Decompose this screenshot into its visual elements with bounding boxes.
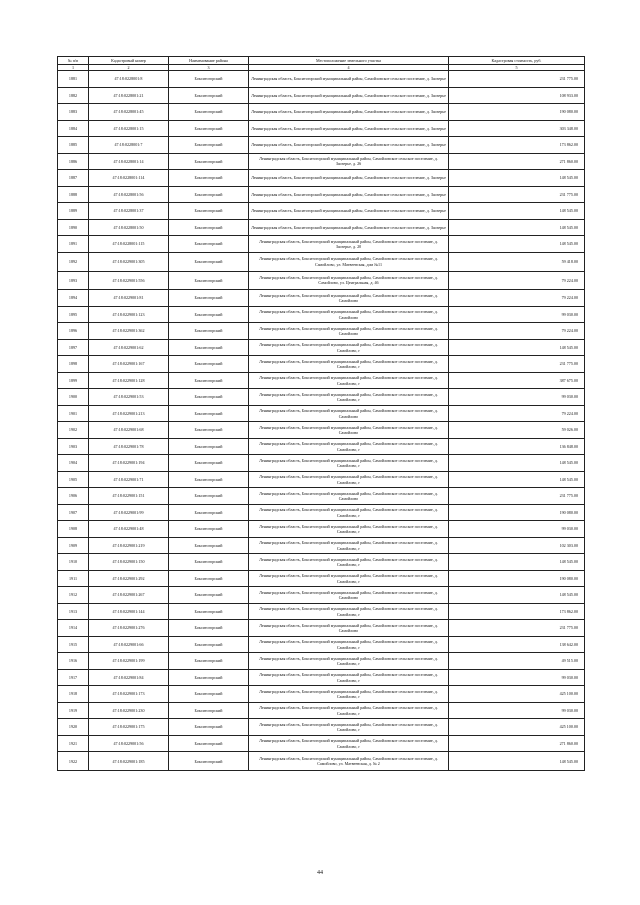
cadastral-number-cell: 47:18:0228001:50 — [89, 219, 169, 236]
table-row — [58, 405, 585, 422]
district-name-cell: Бокситогорский — [169, 219, 249, 236]
row-number-cell: 1906 — [58, 488, 89, 505]
row-number-cell: 1904 — [58, 455, 89, 472]
cadastral-value-cell: 79 224.00 — [449, 271, 585, 290]
location-cell: Ленинградская область, Бокситогорский муниципальный район, Самойловское сельское поселение, д. Самойлово, г — [249, 719, 449, 736]
district-name-cell: Бокситогорский — [169, 290, 249, 307]
row-number-cell: 1889 — [58, 203, 89, 220]
column-number: 1 — [58, 65, 89, 71]
cadastral-number-cell: 47:18:0229001:151 — [89, 488, 169, 505]
location-cell: Ленинградская область, Бокситогорский муниципальный район, Самойловское сельское поселение, д. Самойлово — [249, 323, 449, 340]
header-cadastral-value: Кадастровая стоимость, руб. — [449, 57, 585, 65]
location-cell: Ленинградская область, Бокситогорский муниципальный район, Самойловское сельское поселение, д. Самойлово, г — [249, 537, 449, 554]
table-row — [58, 735, 585, 752]
cadastral-value-cell: 148 545.00 — [449, 236, 585, 253]
cadastral-value-cell: 231 775.00 — [449, 356, 585, 373]
district-name-cell: Бокситогорский — [169, 339, 249, 356]
location-cell: Ленинградская область, Бокситогорский муниципальный район, Самойловское сельское поселение, д. Заозерье — [249, 120, 449, 137]
row-number-cell: 1907 — [58, 504, 89, 521]
table-row — [58, 521, 585, 538]
table-row — [58, 170, 585, 187]
cadastral-value-cell: 231 775.00 — [449, 186, 585, 203]
location-cell: Ленинградская область, Бокситогорский муниципальный район, Самойловское сельское поселение, д. Самойлово, г — [249, 735, 449, 752]
cadastral-number-cell: 47:18:0228001:21 — [89, 87, 169, 104]
cadastral-number-cell: 47:18:0229001:78 — [89, 438, 169, 455]
cadastral-number-cell: 47:18:0229001:48 — [89, 521, 169, 538]
district-name-cell: Бокситогорский — [169, 554, 249, 571]
row-number-cell: 1891 — [58, 236, 89, 253]
location-cell: Ленинградская область, Бокситогорский муниципальный район, Самойловское сельское поселение, д. Самойлово — [249, 290, 449, 307]
location-cell: Ленинградская область, Бокситогорский муниципальный район, Самойловское сельское поселение, д. Самойлово, г — [249, 339, 449, 356]
cadastral-number-cell: 47:18:0229001:62 — [89, 339, 169, 356]
district-name-cell: Бокситогорский — [169, 603, 249, 620]
location-cell: Ленинградская область, Бокситогорский муниципальный район, Самойловское сельское поселение, д. Самойлово, г — [249, 570, 449, 587]
cadastral-value-cell: 102 303.00 — [449, 537, 585, 554]
land-cadastral-table-sheet — [57, 56, 584, 771]
cadastral-number-cell: 47:18:0229001:99 — [89, 504, 169, 521]
row-number-cell: 1882 — [58, 87, 89, 104]
location-cell: Ленинградская область, Бокситогорский муниципальный район, Самойловское сельское поселение, д. Самойлово, г — [249, 356, 449, 373]
row-number-cell: 1908 — [58, 521, 89, 538]
location-cell: Ленинградская область, Бокситогорский муниципальный район, Самойловское сельское поселение, д. Самойлово, ул. Матвеевская, дом №11 — [249, 252, 449, 271]
location-cell: Ленинградская область, Бокситогорский муниципальный район, Самойловское сельское поселение, д. Самойлово, ул. Матвеевская, д. № 2 — [249, 752, 449, 771]
district-name-cell: Бокситогорский — [169, 203, 249, 220]
cadastral-value-cell: 173 862.00 — [449, 603, 585, 620]
cadastral-number-cell: 47:18:0229001:267 — [89, 587, 169, 604]
cadastral-number-cell: 47:18:0228001:8 — [89, 71, 169, 88]
location-cell: Ленинградская область, Бокситогорский муниципальный район, Самойловское сельское поселение, д. Самойлово — [249, 306, 449, 323]
cadastral-value-cell: 231 775.00 — [449, 620, 585, 637]
table-row — [58, 339, 585, 356]
cadastral-value-cell: 59 418.00 — [449, 252, 585, 271]
table-row — [58, 290, 585, 307]
cadastral-number-cell: 47:18:0229001:185 — [89, 752, 169, 771]
row-number-cell: 1905 — [58, 471, 89, 488]
row-number-cell: 1886 — [58, 153, 89, 170]
table-row — [58, 104, 585, 121]
row-number-cell: 1892 — [58, 252, 89, 271]
cadastral-number-cell: 47:18:0228001:37 — [89, 203, 169, 220]
location-cell: Ленинградская область, Бокситогорский муниципальный район, Самойловское сельское поселение, д. Самойлово, г — [249, 653, 449, 670]
row-number-cell: 1888 — [58, 186, 89, 203]
row-number-cell: 1914 — [58, 620, 89, 637]
row-number-cell: 1922 — [58, 752, 89, 771]
row-number-cell: 1921 — [58, 735, 89, 752]
cadastral-number-cell: 47:18:0229001:175 — [89, 719, 169, 736]
district-name-cell: Бокситогорский — [169, 372, 249, 389]
cadastral-value-cell: 108 933.00 — [449, 87, 585, 104]
cadastral-number-cell: 47:18:0228001:115 — [89, 236, 169, 253]
cadastral-value-cell: 99 030.00 — [449, 669, 585, 686]
cadastral-number-cell: 47:18:0229001:173 — [89, 686, 169, 703]
table-row — [58, 186, 585, 203]
table-row — [58, 372, 585, 389]
cadastral-value-cell: 148 545.00 — [449, 203, 585, 220]
cadastral-value-cell: 190 080.00 — [449, 504, 585, 521]
location-cell: Ленинградская область, Бокситогорский муниципальный район, Самойловское сельское поселение, д. Самойлово, г — [249, 521, 449, 538]
cadastral-value-cell: 231 775.00 — [449, 488, 585, 505]
row-number-cell: 1919 — [58, 702, 89, 719]
cadastral-number-cell: 47:18:0228001:7 — [89, 137, 169, 154]
district-name-cell: Бокситогорский — [169, 170, 249, 187]
cadastral-number-cell: 47:18:0229001:276 — [89, 620, 169, 637]
cadastral-number-cell: 47:18:0229001:84 — [89, 669, 169, 686]
cadastral-value-cell: 425 100.00 — [449, 686, 585, 703]
page-number: 44 — [317, 870, 323, 876]
table-row — [58, 422, 585, 439]
row-number-cell: 1887 — [58, 170, 89, 187]
table-row — [58, 137, 585, 154]
cadastral-number-cell: 47:18:0229001:81 — [89, 290, 169, 307]
table-row — [58, 537, 585, 554]
location-cell: Ленинградская область, Бокситогорский муниципальный район, Самойловское сельское поселение, д. Заозерье, д. 26 — [249, 153, 449, 170]
column-number: 2 — [89, 65, 169, 71]
location-cell: Ленинградская область, Бокситогорский муниципальный район, Самойловское сельское поселение, д. Самойлово — [249, 422, 449, 439]
cadastral-value-cell: 79 224.00 — [449, 405, 585, 422]
cadastral-number-cell: 47:18:0229001:219 — [89, 537, 169, 554]
row-number-cell: 1894 — [58, 290, 89, 307]
cadastral-value-cell: 190 080.00 — [449, 104, 585, 121]
cadastral-value-cell: 49 515.00 — [449, 653, 585, 670]
table-row — [58, 719, 585, 736]
district-name-cell: Бокситогорский — [169, 356, 249, 373]
cadastral-number-cell: 47:18:0229001:68 — [89, 422, 169, 439]
cadastral-value-cell: 425 100.00 — [449, 719, 585, 736]
cadastral-value-cell: 79 224.00 — [449, 323, 585, 340]
row-number-cell: 1910 — [58, 554, 89, 571]
row-number-cell: 1897 — [58, 339, 89, 356]
cadastral-number-cell: 47:18:0229001:199 — [89, 653, 169, 670]
cadastral-value-cell: 303 348.00 — [449, 120, 585, 137]
location-cell: Ленинградская область, Бокситогорский муниципальный район, Самойловское сельское поселение, д. Самойлово — [249, 620, 449, 637]
district-name-cell: Бокситогорский — [169, 87, 249, 104]
location-cell: Ленинградская область, Бокситогорский муниципальный район, Самойловское сельское поселение, д. Заозерье — [249, 219, 449, 236]
district-name-cell: Бокситогорский — [169, 521, 249, 538]
cadastral-value-cell: 79 224.00 — [449, 290, 585, 307]
district-name-cell: Бокситогорский — [169, 323, 249, 340]
table-row — [58, 120, 585, 137]
table-row — [58, 471, 585, 488]
table-row — [58, 389, 585, 406]
column-number: 4 — [249, 65, 449, 71]
cadastral-value-cell: 173 862.00 — [449, 137, 585, 154]
location-cell: Ленинградская область, Бокситогорский муниципальный район, Самойловское сельское поселение, д. Заозерье — [249, 87, 449, 104]
district-name-cell: Бокситогорский — [169, 752, 249, 771]
district-name-cell: Бокситогорский — [169, 719, 249, 736]
table-row — [58, 504, 585, 521]
cadastral-number-cell: 47:18:0228001:56 — [89, 186, 169, 203]
row-number-cell: 1913 — [58, 603, 89, 620]
table-row — [58, 752, 585, 771]
cadastral-value-cell: 148 545.00 — [449, 455, 585, 472]
cadastral-value-cell: 148 545.00 — [449, 587, 585, 604]
district-name-cell: Бокситогорский — [169, 702, 249, 719]
row-number-cell: 1885 — [58, 137, 89, 154]
district-name-cell: Бокситогорский — [169, 570, 249, 587]
district-name-cell: Бокситогорский — [169, 455, 249, 472]
table-row — [58, 620, 585, 637]
table-row — [58, 323, 585, 340]
row-number-cell: 1896 — [58, 323, 89, 340]
row-number-cell: 1916 — [58, 653, 89, 670]
row-number-cell: 1920 — [58, 719, 89, 736]
district-name-cell: Бокситогорский — [169, 271, 249, 290]
cadastral-value-cell: 148 545.00 — [449, 471, 585, 488]
location-cell: Ленинградская область, Бокситогорский муниципальный район, Самойловское сельское поселение, д. Самойлово, г — [249, 389, 449, 406]
table-row — [58, 203, 585, 220]
cadastral-number-cell: 47:18:0229001:362 — [89, 323, 169, 340]
cadastral-number-cell: 47:18:0228001:15 — [89, 120, 169, 137]
cadastral-number-cell: 47:18:0229001:150 — [89, 554, 169, 571]
row-number-cell: 1881 — [58, 71, 89, 88]
table-row — [58, 702, 585, 719]
cadastral-value-cell: 138 642.00 — [449, 636, 585, 653]
row-number-cell: 1911 — [58, 570, 89, 587]
table-row — [58, 252, 585, 271]
cadastral-value-cell: 148 545.00 — [449, 339, 585, 356]
location-cell: Ленинградская область, Бокситогорский муниципальный район, Самойловское сельское поселение, д. Заозерье, д. 20 — [249, 236, 449, 253]
table-row — [58, 636, 585, 653]
location-cell: Ленинградская область, Бокситогорский муниципальный район, Самойловское сельское поселение, д. Заозерье — [249, 170, 449, 187]
location-cell: Ленинградская область, Бокситогорский муниципальный район, Самойловское сельское поселение, д. Заозерье — [249, 137, 449, 154]
cadastral-number-cell: 47:18:0229001:66 — [89, 636, 169, 653]
district-name-cell: Бокситогорский — [169, 636, 249, 653]
district-name-cell: Бокситогорский — [169, 104, 249, 121]
cadastral-value-cell: 99 030.00 — [449, 702, 585, 719]
table-row — [58, 603, 585, 620]
location-cell: Ленинградская область, Бокситогорский муниципальный район, Самойловское сельское поселение, д. Самойлово, г — [249, 636, 449, 653]
cadastral-value-table — [57, 56, 585, 771]
location-cell: Ленинградская область, Бокситогорский муниципальный район, Самойловское сельское поселение, д. Самойлово, г — [249, 504, 449, 521]
cadastral-number-cell: 47:18:0229001:71 — [89, 471, 169, 488]
cadastral-number-cell: 47:18:0228001:45 — [89, 104, 169, 121]
cadastral-number-cell: 47:18:0229001:144 — [89, 603, 169, 620]
table-row — [58, 271, 585, 290]
row-number-cell: 1901 — [58, 405, 89, 422]
table-body — [58, 71, 585, 771]
table-row — [58, 87, 585, 104]
table-row — [58, 438, 585, 455]
row-number-cell: 1903 — [58, 438, 89, 455]
table-row — [58, 488, 585, 505]
table-row — [58, 306, 585, 323]
cadastral-number-cell: 47:18:0229001:305 — [89, 252, 169, 271]
table-row — [58, 455, 585, 472]
row-number-cell: 1918 — [58, 686, 89, 703]
cadastral-value-cell: 59 026.00 — [449, 422, 585, 439]
district-name-cell: Бокситогорский — [169, 252, 249, 271]
header-district-name: Наименование района — [169, 57, 249, 65]
location-cell: Ленинградская область, Бокситогорский муниципальный район, Самойловское сельское поселение, д. Самойлово, г — [249, 702, 449, 719]
row-number-cell: 1899 — [58, 372, 89, 389]
table-row — [58, 71, 585, 88]
district-name-cell: Бокситогорский — [169, 471, 249, 488]
table-row — [58, 554, 585, 571]
table-row — [58, 219, 585, 236]
table-row — [58, 686, 585, 703]
table-row — [58, 236, 585, 253]
district-name-cell: Бокситогорский — [169, 137, 249, 154]
district-name-cell: Бокситогорский — [169, 186, 249, 203]
cadastral-value-cell: 99 030.00 — [449, 306, 585, 323]
cadastral-value-cell: 271 860.00 — [449, 153, 585, 170]
column-number: 3 — [169, 65, 249, 71]
cadastral-number-cell: 47:18:0229001:194 — [89, 455, 169, 472]
district-name-cell: Бокситогорский — [169, 686, 249, 703]
location-cell: Ленинградская область, Бокситогорский муниципальный район, Самойловское сельское поселение, д. Самойлово, г — [249, 603, 449, 620]
table-row — [58, 587, 585, 604]
row-number-cell: 1883 — [58, 104, 89, 121]
cadastral-number-cell: 47:18:0229001:128 — [89, 372, 169, 389]
row-number-cell: 1902 — [58, 422, 89, 439]
district-name-cell: Бокситогорский — [169, 587, 249, 604]
district-name-cell: Бокситогорский — [169, 120, 249, 137]
cadastral-value-cell: 148 545.00 — [449, 554, 585, 571]
location-cell: Ленинградская область, Бокситогорский муниципальный район, Самойловское сельское поселение, д. Самойлово, г — [249, 438, 449, 455]
location-cell: Ленинградская область, Бокситогорский муниципальный район, Самойловское сельское поселение, д. Самойлово, ул. Центральная, д. 46 — [249, 271, 449, 290]
row-number-cell: 1890 — [58, 219, 89, 236]
location-cell: Ленинградская область, Бокситогорский муниципальный район, Самойловское сельское поселение, д. Самойлово — [249, 405, 449, 422]
row-number-cell: 1898 — [58, 356, 89, 373]
cadastral-value-cell: 231 775.00 — [449, 71, 585, 88]
district-name-cell: Бокситогорский — [169, 438, 249, 455]
table-row — [58, 669, 585, 686]
location-cell: Ленинградская область, Бокситогорский муниципальный район, Самойловское сельское поселение, д. Самойлово, г — [249, 554, 449, 571]
table-row — [58, 653, 585, 670]
row-number-cell: 1895 — [58, 306, 89, 323]
district-name-cell: Бокситогорский — [169, 71, 249, 88]
district-name-cell: Бокситогорский — [169, 306, 249, 323]
table-row — [58, 356, 585, 373]
location-cell: Ленинградская область, Бокситогорский муниципальный район, Самойловское сельское поселение, д. Самойлово — [249, 587, 449, 604]
cadastral-value-cell: 99 030.00 — [449, 521, 585, 538]
cadastral-value-cell: 387 675.00 — [449, 372, 585, 389]
district-name-cell: Бокситогорский — [169, 405, 249, 422]
cadastral-value-cell: 99 030.00 — [449, 389, 585, 406]
district-name-cell: Бокситогорский — [169, 669, 249, 686]
row-number-cell: 1900 — [58, 389, 89, 406]
row-number-cell: 1912 — [58, 587, 89, 604]
cadastral-number-cell: 47:18:0228001:14 — [89, 153, 169, 170]
district-name-cell: Бокситогорский — [169, 504, 249, 521]
cadastral-value-cell: 136 848.00 — [449, 438, 585, 455]
district-name-cell: Бокситогорский — [169, 735, 249, 752]
column-number: 5 — [449, 65, 585, 71]
location-cell: Ленинградская область, Бокситогорский муниципальный район, Самойловское сельское поселение, д. Самойлово, г — [249, 471, 449, 488]
row-number-cell: 1917 — [58, 669, 89, 686]
header-cadastral-number: Кадастровый номер — [89, 57, 169, 65]
district-name-cell: Бокситогорский — [169, 236, 249, 253]
cadastral-value-cell: 148 545.00 — [449, 752, 585, 771]
location-cell: Ленинградская область, Бокситогорский муниципальный район, Самойловское сельское поселение, д. Самойлово, г — [249, 455, 449, 472]
cadastral-number-cell: 47:18:0229001:213 — [89, 405, 169, 422]
location-cell: Ленинградская область, Бокситогорский муниципальный район, Самойловское сельское поселение, д. Заозерье — [249, 71, 449, 88]
cadastral-number-cell: 47:18:0229001:292 — [89, 570, 169, 587]
district-name-cell: Бокситогорский — [169, 153, 249, 170]
cadastral-number-cell: 47:18:0229001:556 — [89, 271, 169, 290]
cadastral-value-cell: 148 545.00 — [449, 219, 585, 236]
location-cell: Ленинградская область, Бокситогорский муниципальный район, Самойловское сельское поселение, д. Заозерье — [249, 186, 449, 203]
district-name-cell: Бокситогорский — [169, 620, 249, 637]
cadastral-number-cell: 47:18:0228001:114 — [89, 170, 169, 187]
cadastral-number-cell: 47:18:0229001:56 — [89, 735, 169, 752]
location-cell: Ленинградская область, Бокситогорский муниципальный район, Самойловское сельское поселение, д. Заозерье — [249, 104, 449, 121]
location-cell: Ленинградская область, Бокситогорский муниципальный район, Самойловское сельское поселение, д. Заозерье — [249, 203, 449, 220]
header-row-number: № п/п — [58, 57, 89, 65]
cadastral-value-cell: 148 545.00 — [449, 170, 585, 187]
cadastral-number-cell: 47:18:0229001:53 — [89, 389, 169, 406]
table-row — [58, 153, 585, 170]
row-number-cell: 1915 — [58, 636, 89, 653]
cadastral-value-cell: 190 080.00 — [449, 570, 585, 587]
location-cell: Ленинградская область, Бокситогорский муниципальный район, Самойловское сельское поселение, д. Самойлово, г — [249, 669, 449, 686]
district-name-cell: Бокситогорский — [169, 488, 249, 505]
cadastral-number-cell: 47:18:0229001:167 — [89, 356, 169, 373]
district-name-cell: Бокситогорский — [169, 653, 249, 670]
location-cell: Ленинградская область, Бокситогорский муниципальный район, Самойловское сельское поселение, д. Самойлово — [249, 488, 449, 505]
header-location: Местоположение земельного участка — [249, 57, 449, 65]
row-number-cell: 1884 — [58, 120, 89, 137]
cadastral-number-cell: 47:18:0229001:123 — [89, 306, 169, 323]
row-number-cell: 1893 — [58, 271, 89, 290]
cadastral-value-cell: 271 860.00 — [449, 735, 585, 752]
table-row — [58, 570, 585, 587]
row-number-cell: 1909 — [58, 537, 89, 554]
district-name-cell: Бокситогорский — [169, 537, 249, 554]
district-name-cell: Бокситогорский — [169, 422, 249, 439]
location-cell: Ленинградская область, Бокситогорский муниципальный район, Самойловское сельское поселение, д. Самойлово, г — [249, 686, 449, 703]
table-header-row — [58, 57, 585, 65]
location-cell: Ленинградская область, Бокситогорский муниципальный район, Самойловское сельское поселение, д. Самойлово, г — [249, 372, 449, 389]
cadastral-number-cell: 47:18:0229001:230 — [89, 702, 169, 719]
district-name-cell: Бокситогорский — [169, 389, 249, 406]
